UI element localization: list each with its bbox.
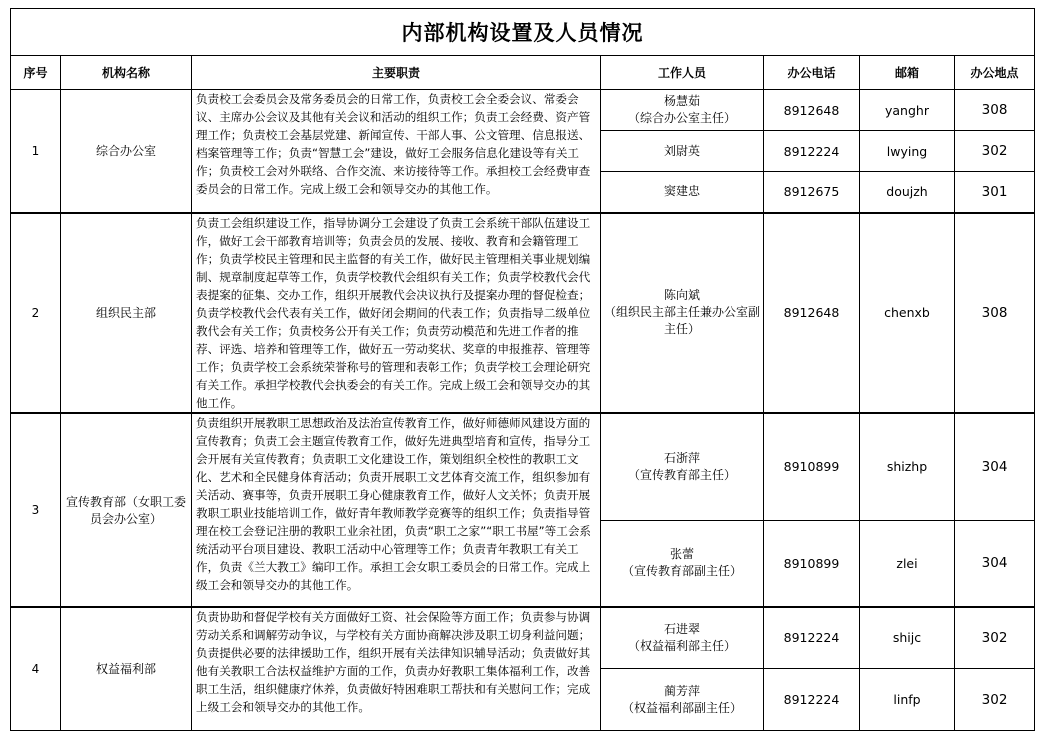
table-row (11, 90, 1035, 131)
table-row (11, 213, 1035, 413)
staff-phone: 8910899 (764, 521, 860, 607)
staff-cell (601, 213, 764, 413)
staff-email: yanghr (860, 90, 955, 131)
staff-cell (601, 607, 764, 669)
staff-email: shijc (860, 607, 955, 669)
staff-email: doujzh (860, 172, 955, 213)
staff-email: chenxb (860, 213, 955, 413)
staff-role: （综合办公室主任） (627, 111, 736, 125)
staff-role: （宣传教育部副主任） (621, 564, 742, 579)
org-duty: 负责校工会委员会及常务委员会的日常工作，负责校工会全委会议、常委会议、主席办公会议及其他有关会议和活动的组织工作；负责工会经费、资产管理工作；负责校工会基层党建、新闻宣传、干部人事、公文管理、信息报送、档案管理等工作；负责“智慧工会”建设，做好工会服务信息化建设等有关工作；负责校工会对外联络、合作交流、来访接待等工作。承担校工会经费审查委员会的日常工作。完成上级工会和领导交办的其他工作。 (192, 90, 601, 213)
staff-email: zlei (860, 521, 955, 607)
staff-phone: 8912224 (764, 131, 860, 172)
staff-phone: 8910899 (764, 413, 860, 521)
staff-cell (601, 669, 764, 731)
staff-room: 308 (955, 90, 1035, 131)
org-name: 组织民主部 (61, 213, 192, 413)
staff-cell (601, 413, 764, 521)
staff-cell (601, 172, 764, 213)
staff-phone: 8912224 (764, 607, 860, 669)
staff-name: 陈向斌 (663, 288, 700, 302)
staff-room: 302 (955, 669, 1035, 731)
org-no: 4 (11, 607, 61, 731)
org-name: 权益福利部 (61, 607, 192, 731)
org-name: 综合办公室 (61, 90, 192, 213)
header-staff: 工作人员 (601, 56, 764, 90)
staff-name: 刘尉英 (663, 143, 700, 158)
staff-name: 张蕾 (669, 547, 694, 562)
staff-role: （权益福利部副主任） (621, 700, 742, 715)
staff-role: （权益福利部主任） (627, 638, 736, 653)
org-no: 1 (11, 90, 61, 213)
header-name: 机构名称 (61, 56, 192, 90)
staff-cell (601, 131, 764, 172)
staff-role: （宣传教育部主任） (627, 467, 736, 482)
org-no: 2 (11, 213, 61, 413)
org-duty: 负责组织开展教职工思想政治及法治宣传教育工作，做好师德师风建设方面的宣传教育；负责工会主题宣传教育工作，做好先进典型培育和宣传，指导分工会开展有关宣传教育；负责职工文化建设工作，策划组织全校性的教职工文化、艺术和全民健身体育活动；负责开展职工文艺体育交流工作，组织参加有关活动、赛事等，负责开展职工身心健康教育工作，做好人文关怀；负责开展教职工职业技能培训工作，做好青年教师教学竞赛等的组织工作；负责指导管理在校工会登记注册的教职工业余社团，负责“职工之家”“职工书屋”等工会系统活动平台项目建设、教职工活动中心管理等工作；负责青年教职工有关工作，负责《兰大教工》编印工作。承担工会女职工委员会的日常工作。完成上级工会和领导交办的其他工作。 (192, 413, 601, 607)
staff-email: shizhp (860, 413, 955, 521)
staff-phone: 8912224 (764, 669, 860, 731)
header-room: 办公地点 (955, 56, 1035, 90)
staff-room: 302 (955, 607, 1035, 669)
staff-cell (601, 521, 764, 607)
header-phone: 办公电话 (764, 56, 860, 90)
org-table (10, 8, 1035, 731)
staff-name: 石浙萍 (663, 450, 700, 465)
staff-name: 石进翠 (663, 621, 700, 636)
header-duty: 主要职责 (192, 56, 601, 90)
org-table-sheet (10, 8, 1034, 731)
staff-room: 301 (955, 172, 1035, 213)
staff-role: （组织民主部主任兼办公室副主任） (603, 305, 760, 336)
org-duty: 负责协助和督促学校有关方面做好工资、社会保险等方面工作；负责参与协调劳动关系和调解劳动争议，与学校有关方面协商解决涉及职工切身利益问题；负责提供必要的法律援助工作，组织开展有关法律知识辅导活动；负责做好其他有关教职工合法权益维护方面的工作，负责办好教职工集体福利工作，改善职工生活，组织健康疗休养，负责做好特困难职工帮扶和有关慰问工作；完成上级工会和领导交办的其他工作。 (192, 607, 601, 731)
table-row (11, 607, 1035, 669)
staff-email: lwying (860, 131, 955, 172)
staff-email: linfp (860, 669, 955, 731)
staff-room: 302 (955, 131, 1035, 172)
table-row (11, 413, 1035, 521)
staff-room: 304 (955, 413, 1035, 521)
org-duty: 负责工会组织建设工作，指导协调分工会建设了负责工会系统干部队伍建设工作，做好工会干部教育培训等；负责会员的发展、接收、教育和会籍管理工作；负责学校民主管理和民主监督的有关工作，做好民主管理相关事业规划编制、规章制度起草等工作，负责学校教代会组织有关工作；负责学校教代会代表提案的征集、交办工作，组织开展教代会决议执行及提案办理的督促检查；负责学校教代会代表有关工作，做好闭会期间的代表工作；负责指导二级单位教代会有关工作；负责校务公开有关工作；负责劳动模范和先进工作者的推荐、评选、培养和管理等工作，做好五一劳动奖状、奖章的申报推荐、管理等工作；负责学校工会系统荣誉称号的管理和表彰工作；负责学校工会理论研究有关工作。承担学校教代会执委会的有关工作。完成上级工会和领导交办的其他工作。 (192, 213, 601, 413)
staff-name: 蔺芳萍 (663, 683, 700, 698)
page-title: 内部机构设置及人员情况 (11, 9, 1035, 56)
staff-cell (601, 90, 764, 131)
staff-phone: 8912675 (764, 172, 860, 213)
staff-phone: 8912648 (764, 213, 860, 413)
header-no: 序号 (11, 56, 61, 90)
staff-phone: 8912648 (764, 90, 860, 131)
staff-room: 304 (955, 521, 1035, 607)
staff-name: 杨慧茹 (663, 94, 700, 108)
header-row (11, 56, 1035, 90)
staff-name: 窦建忠 (663, 184, 700, 199)
org-name: 宣传教育部（女职工委员会办公室） (61, 413, 192, 607)
staff-room: 308 (955, 213, 1035, 413)
org-no: 3 (11, 413, 61, 607)
header-email: 邮箱 (860, 56, 955, 90)
